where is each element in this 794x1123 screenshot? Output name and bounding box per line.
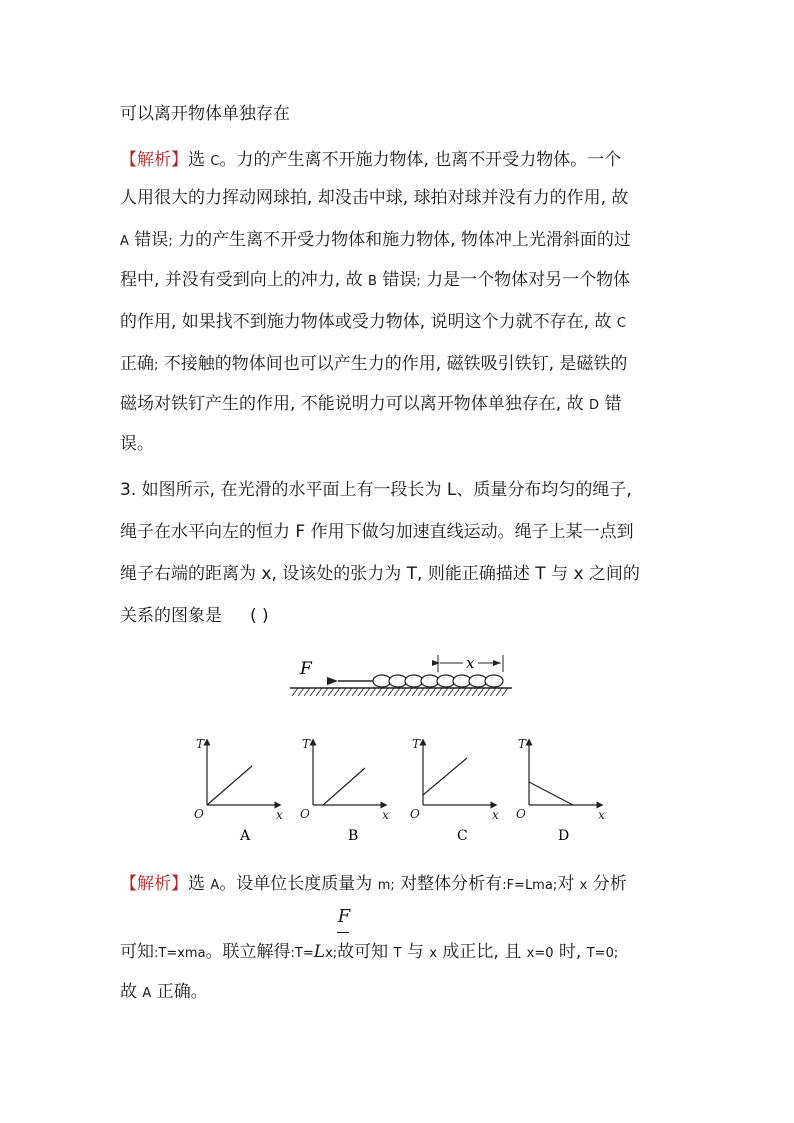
option-letter: C bbox=[210, 154, 220, 169]
fraction-bar bbox=[337, 932, 349, 933]
text: 对 bbox=[557, 874, 580, 894]
fraction-denominator: L bbox=[313, 942, 326, 962]
text: 故可知 bbox=[337, 942, 394, 962]
variable: x bbox=[429, 946, 438, 961]
option-letter: D bbox=[589, 398, 600, 413]
text: 如图所示, 在光滑的水平面上有一段长为 L、质量分布均匀的绳子, bbox=[136, 480, 632, 500]
graph-line bbox=[423, 758, 467, 795]
text: 力的产生离不开受力物体和施力物体, 物体冲上光滑斜面的过 bbox=[172, 230, 631, 250]
option-letter: A bbox=[120, 234, 129, 249]
axis-label-x: x bbox=[276, 808, 283, 822]
text: 故 bbox=[120, 982, 143, 1002]
analysis2-line-2 bbox=[120, 940, 618, 966]
option-d-label: D bbox=[558, 828, 570, 844]
analysis1-line-1 bbox=[120, 148, 621, 174]
equation: x=0 bbox=[526, 946, 554, 961]
equation: :F=Lma bbox=[502, 878, 553, 893]
answer-blank: ( ) bbox=[250, 606, 269, 626]
option-letter: A bbox=[142, 986, 152, 1001]
option-letter: C bbox=[616, 316, 626, 331]
question-number: 3. bbox=[120, 480, 137, 500]
text: 正确 bbox=[120, 354, 154, 374]
graph-b bbox=[313, 742, 384, 805]
option-b-label: B bbox=[348, 828, 359, 844]
graph-a bbox=[207, 742, 278, 805]
text: 正确。 bbox=[151, 982, 208, 1002]
text: 错误 bbox=[376, 270, 417, 290]
text: 磁场对铁钉产生的作用, 不能说明力可以离开物体单独存在, 故 bbox=[120, 394, 590, 414]
semicolon: ; bbox=[552, 878, 558, 893]
axis-label-t: T bbox=[196, 737, 205, 751]
origin-label: O bbox=[516, 807, 526, 821]
text: 分析 bbox=[587, 874, 627, 894]
axis-label-x: x bbox=[598, 808, 605, 822]
semicolon: ; bbox=[416, 274, 421, 289]
figure-svg bbox=[180, 650, 620, 850]
analysis1-line-4 bbox=[120, 268, 630, 294]
distance-label: x bbox=[466, 654, 475, 672]
equation: :T= bbox=[290, 946, 314, 961]
rope bbox=[373, 675, 503, 687]
ground-hatching bbox=[292, 688, 508, 696]
question-line-4 bbox=[120, 604, 269, 628]
text: 错 bbox=[599, 394, 622, 414]
axis-label-t: T bbox=[518, 737, 527, 751]
text: 对整体分析有 bbox=[394, 874, 503, 894]
semicolon: ; bbox=[613, 946, 619, 961]
graph-c bbox=[423, 742, 494, 805]
analysis-tag: 【解析】 bbox=[120, 150, 188, 170]
analysis1-line-8: 误。 bbox=[120, 434, 154, 454]
text: 时, bbox=[553, 942, 587, 962]
option-c-label: C bbox=[457, 828, 468, 844]
text: 程中, 并没有受到向上的冲力, 故 bbox=[120, 270, 369, 290]
graph-line bbox=[207, 766, 252, 805]
analysis2-line-3 bbox=[120, 980, 208, 1006]
origin-label: O bbox=[300, 807, 310, 821]
text: 选 bbox=[188, 150, 211, 170]
analysis1-line-3 bbox=[120, 228, 631, 254]
text: 可知 bbox=[120, 942, 154, 962]
fraction-numerator: F bbox=[337, 906, 351, 927]
text: 。联立解得 bbox=[205, 942, 291, 962]
equation: T=0 bbox=[586, 946, 614, 961]
analysis1-line-7 bbox=[120, 392, 621, 418]
analysis2-line-1 bbox=[120, 872, 627, 898]
text: 错误 bbox=[128, 230, 169, 250]
graph-d bbox=[529, 742, 600, 805]
option-letter: A bbox=[210, 878, 220, 893]
graph-line bbox=[529, 782, 573, 805]
semicolon: ; bbox=[154, 358, 159, 373]
semicolon: ; bbox=[390, 878, 395, 893]
axis-label-x: x bbox=[492, 808, 499, 822]
origin-label: O bbox=[410, 807, 420, 821]
axis-label-t: T bbox=[302, 737, 311, 751]
text: 关系的图象是 bbox=[120, 606, 222, 626]
axis-label-t: T bbox=[412, 737, 421, 751]
text: 与 bbox=[401, 942, 430, 962]
text: 不接触的物体间也可以产生力的作用, 磁铁吸引铁钉, 是磁铁的 bbox=[158, 354, 628, 374]
text: 力是一个物体对另一个物体 bbox=[420, 270, 631, 290]
variable: x bbox=[579, 878, 588, 893]
axis-label-x: x bbox=[382, 808, 389, 822]
analysis1-line-2: 人用很大的力挥动网球拍, 却没击中球, 球拍对球并没有力的作用, 故 bbox=[120, 188, 629, 208]
variable: m bbox=[377, 878, 391, 893]
analysis1-line-6 bbox=[120, 352, 627, 378]
question-line-2: 绳子在水平向左的恒力 F 作用下做匀加速直线运动。绳子上某一点到 bbox=[120, 522, 634, 542]
equation: :T=xma bbox=[154, 946, 206, 961]
text: 的作用, 如果找不到施力物体或受力物体, 说明这个力就不存在, 故 bbox=[120, 312, 617, 332]
option-a-label: A bbox=[240, 828, 251, 844]
question-line-3: 绳子右端的距离为 x, 设该处的张力为 T, 则能正确描述 T 与 x 之间的 bbox=[120, 564, 640, 584]
origin-label: O bbox=[194, 807, 204, 821]
semicolon: ; bbox=[332, 946, 338, 961]
graph-line bbox=[323, 768, 365, 805]
text: 选 bbox=[188, 874, 211, 894]
text: 。力的产生离不开施力物体, 也离不开受力物体。一个 bbox=[219, 150, 622, 170]
semicolon: ; bbox=[168, 234, 173, 249]
variable: x bbox=[325, 946, 333, 961]
force-label: F bbox=[300, 659, 312, 679]
analysis1-line-5 bbox=[120, 310, 626, 336]
text: 。设单位长度质量为 bbox=[219, 874, 378, 894]
question-line-1 bbox=[120, 478, 632, 502]
option-letter: B bbox=[368, 274, 377, 289]
paragraph-end: 可以离开物体单独存在 bbox=[120, 104, 290, 124]
text: 成正比, 且 bbox=[437, 942, 527, 962]
rope-setup-diagram bbox=[290, 654, 512, 696]
question-figure bbox=[180, 650, 620, 850]
analysis-tag: 【解析】 bbox=[120, 874, 188, 894]
variable: T bbox=[393, 946, 402, 961]
